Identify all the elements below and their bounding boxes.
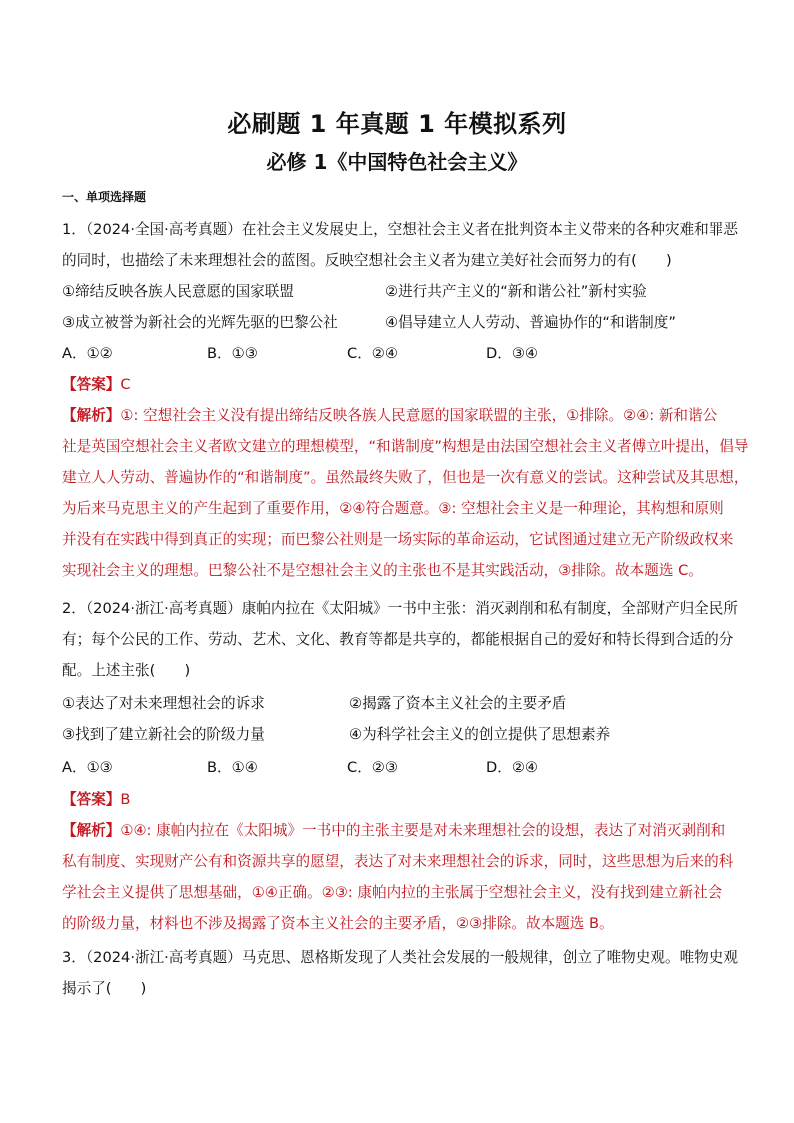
question-2-answer xyxy=(62,790,734,810)
question-2-option-b: B．①④ xyxy=(207,759,258,776)
question-1-stem-line-2: 的同时，也描绘了未来理想社会的蓝图。反映空想社会主义者为建立美好社会而努力的有( ) xyxy=(62,252,672,269)
question-1-option-b: B．①③ xyxy=(207,345,258,362)
question-1-statement-2: ②进行共产主义的“新和谐公社”新村实验 xyxy=(385,283,647,300)
question-2-stem-line-3: 配。上述主张( ) xyxy=(62,662,191,679)
analysis-label: 【解析】 xyxy=(62,822,121,839)
analysis-label: 【解析】 xyxy=(62,407,121,424)
question-1-option-d: D．③④ xyxy=(486,345,538,362)
page-title: 必刷题 1 年真题 1 年模拟系列 xyxy=(227,110,567,138)
question-1-analysis-line-6: 实现社会主义的理想。巴黎公社不是空想社会主义的主张也不是其实践活动，③排除。故本题选 C。 xyxy=(62,562,703,579)
question-3-stem-line-1: 3．（2024·浙江·高考真题）马克思、恩格斯发现了人类社会发展的一般规律，创立了唯物史观。唯物史观 xyxy=(62,949,738,966)
question-2-analysis-line-2: 私有制度、实现财产公有和资源共享的愿望，表达了对未来理想社会的诉求，同时，这些思想为后来的科 xyxy=(62,853,734,870)
question-1-analysis-line-3: 建立人人劳动、普遍协作的“和谐制度”。虽然最终失败了，但也是一次有意义的尝试。这种尝试及其思想， xyxy=(62,469,749,486)
question-2-stem-line-2: 有；每个公民的工作、劳动、艺术、文化、教育等都是共享的，都能根据自己的爱好和特长得到合适的分 xyxy=(62,631,734,648)
question-1-analysis-line-5: 并没有在实践中得到真正的实现；而巴黎公社则是一场实际的革命运动，它试图通过建立无产阶级政权来 xyxy=(62,531,734,548)
analysis-text: ①④: 康帕内拉在《太阳城》一书中的主张主要是对未来理想社会的设想，表达了对消灭剥削和 xyxy=(120,822,726,839)
answer-label: 【答案】 xyxy=(62,791,121,808)
answer-label: 【答案】 xyxy=(62,376,121,393)
question-2-option-c: C．②③ xyxy=(347,759,398,776)
question-1-analysis-line-4: 为后来马克思主义的产生起到了重要作用，②④符合题意。③: 空想社会主义是一种理论，其构想和原则 xyxy=(62,500,724,517)
answer-value: B xyxy=(120,791,131,808)
question-3-stem-line-2: 揭示了( ) xyxy=(62,980,147,997)
question-2-analysis-line-1 xyxy=(62,821,734,841)
question-2-option-d: D．②④ xyxy=(486,759,538,776)
question-1-option-c: C．②④ xyxy=(347,345,398,362)
question-1-option-a: A．①② xyxy=(62,345,113,362)
question-1-statement-4: ④倡导建立人人劳动、普遍协作的“和谐制度” xyxy=(385,314,676,331)
question-2-analysis-line-4: 的阶级力量，材料也不涉及揭露了资本主义社会的主要矛盾，②③排除。故本题选 B。 xyxy=(62,915,614,932)
question-1-statement-3: ③成立被誉为新社会的光辉先驱的巴黎公社 xyxy=(62,314,338,331)
section-heading: 一、单项选择题 xyxy=(62,190,147,204)
question-2-stem-line-1: 2．（2024·浙江·高考真题）康帕内拉在《太阳城》一书中主张：消灭剥削和私有制度，全部财产归全民所 xyxy=(62,600,738,617)
question-1-analysis-line-2: 社是英国空想社会主义者欧文建立的理想模型，“和谐制度”构想是由法国空想社会主义者傅立叶提出，倡导 xyxy=(62,438,749,455)
question-1-stem-line-1: 1．（2024·全国·高考真题）在社会主义发展史上，空想社会主义者在批判资本主义带来的各种灾难和罪恶 xyxy=(62,221,738,238)
page-subtitle: 必修 1《中国特色社会主义》 xyxy=(266,150,528,174)
question-2-statement-4: ④为科学社会主义的创立提供了思想素养 xyxy=(349,726,611,743)
question-1-analysis-line-1 xyxy=(62,406,734,426)
question-1-answer xyxy=(62,375,734,395)
answer-value: C xyxy=(120,376,131,393)
analysis-text: ①: 空想社会主义没有提出缔结反映各族人民意愿的国家联盟的主张，①排除。②④: 新和谐公 xyxy=(120,407,718,424)
question-1-statement-1: ①缔结反映各族人民意愿的国家联盟 xyxy=(62,283,294,300)
question-2-option-a: A．①③ xyxy=(62,759,113,776)
question-2-statement-2: ②揭露了资本主义社会的主要矛盾 xyxy=(349,695,567,712)
question-2-statement-1: ①表达了对未来理想社会的诉求 xyxy=(62,695,265,712)
question-2-analysis-line-3: 学社会主义提供了思想基础，①④正确。②③: 康帕内拉的主张属于空想社会主义，没有找到建立新社会 xyxy=(62,884,723,901)
question-2-statement-3: ③找到了建立新社会的阶级力量 xyxy=(62,726,265,743)
